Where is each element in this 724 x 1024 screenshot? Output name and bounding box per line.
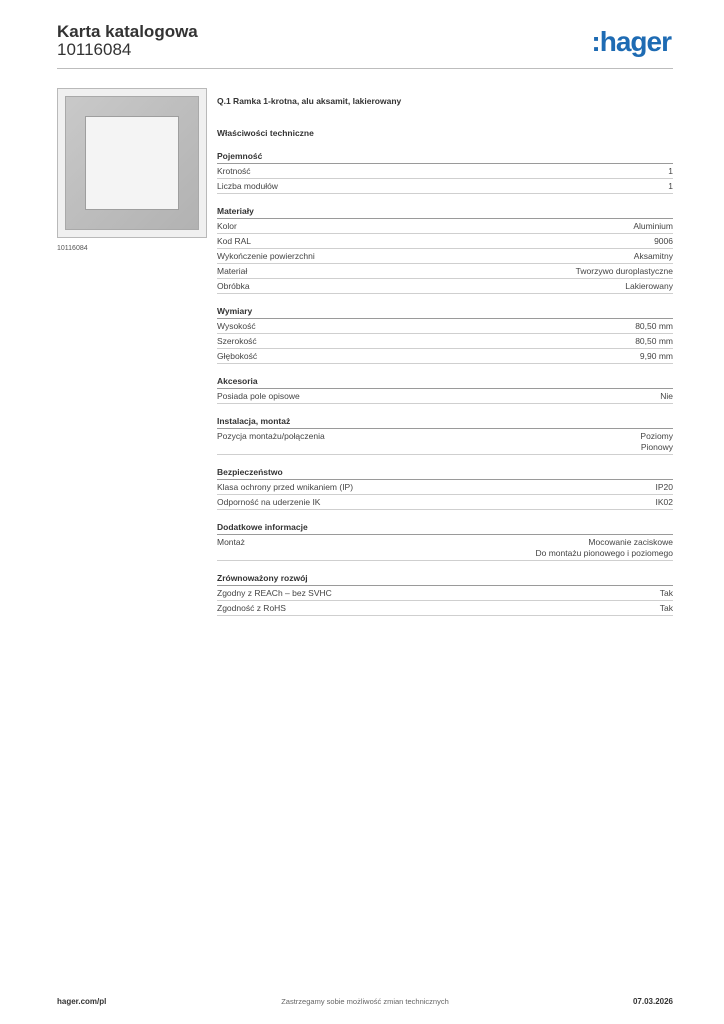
spec-value-line: 80,50 mm [635, 336, 673, 346]
spec-value-line: Lakierowany [625, 281, 673, 291]
spec-value [660, 391, 673, 402]
spec-value-line: IP20 [655, 482, 673, 492]
spec-label: Wykończenie powierzchni [217, 251, 315, 261]
spec-group [217, 520, 673, 561]
spec-value-line: Tak [659, 588, 673, 598]
spec-value-line: 9006 [654, 236, 673, 246]
section-title: Właściwości techniczne [217, 128, 314, 138]
spec-value-line: Mocowanie zaciskowe [588, 537, 673, 547]
footer-disclaimer: Zastrzegamy sobie możliwość zmian technicznych [281, 997, 449, 1006]
spec-label: Zgodny z REACh – bez SVHC [217, 588, 332, 598]
frame-opening-shape [85, 116, 179, 210]
spec-value-line: 1 [668, 166, 673, 176]
spec-group [217, 571, 673, 616]
spec-label: Obróbka [217, 281, 250, 291]
spec-group [217, 374, 673, 404]
spec-row [217, 535, 673, 561]
spec-group [217, 414, 673, 455]
spec-row [217, 279, 673, 294]
product-title: Q.1 Ramka 1-krotna, alu aksamit, lakierowany [217, 96, 402, 106]
product-image-caption: 10116084 [57, 245, 88, 252]
spec-value [656, 482, 674, 493]
spec-row [217, 219, 673, 234]
spec-value-line: Nie [660, 391, 673, 401]
spec-group-title: Bezpieczeństwo [217, 465, 673, 480]
document-number: 10116084 [57, 40, 132, 59]
spec-groups [217, 149, 673, 616]
footer-date: 07.03.2026 [632, 997, 673, 1006]
spec-group-title: Instalacja, montaż [217, 414, 673, 429]
spec-value [668, 181, 673, 192]
spec-row [217, 495, 673, 510]
spec-label: Wysokość [217, 321, 256, 331]
spec-row [217, 249, 673, 264]
spec-label: Klasa ochrony przed wnikaniem (IP) [217, 482, 354, 492]
spec-value [576, 266, 673, 277]
spec-value [640, 431, 673, 453]
spec-label: Materiał [217, 266, 248, 276]
spec-value [625, 281, 673, 292]
spec-row [217, 586, 673, 601]
spec-value-line: Tworzywo duroplastyczne [575, 266, 673, 276]
spec-value [535, 537, 673, 559]
spec-value-line: Do montażu pionowego i poziomego [535, 548, 673, 558]
spec-row [217, 334, 673, 349]
spec-label: Zgodność z RoHS [217, 603, 286, 613]
spec-value-line: Aluminium [633, 221, 673, 231]
spec-value-line: 80,50 mm [635, 321, 673, 331]
spec-value [635, 336, 673, 347]
spec-row [217, 264, 673, 279]
spec-label: Krotność [217, 166, 251, 176]
spec-value-line: 9,90 mm [639, 351, 673, 361]
spec-row [217, 389, 673, 404]
spec-value [668, 166, 673, 177]
spec-group-title: Wymiary [217, 304, 673, 319]
logo-colon-icon: : [591, 26, 600, 57]
spec-value-line: Poziomy [640, 431, 673, 441]
spec-value [660, 588, 673, 599]
spec-group [217, 149, 673, 194]
logo-text: hager [599, 26, 671, 57]
spec-group-title: Materiały [217, 204, 673, 219]
spec-row [217, 480, 673, 495]
spec-value [633, 221, 673, 232]
spec-label: Kolor [217, 221, 237, 231]
spec-row [217, 319, 673, 334]
spec-value-line: Aksamitny [633, 251, 673, 261]
frame-outer-shape [65, 96, 199, 230]
spec-row [217, 234, 673, 249]
document-title: Karta katalogowa [57, 22, 198, 41]
spec-value [654, 236, 673, 247]
spec-value [640, 351, 673, 362]
hager-logo [591, 28, 671, 56]
spec-row [217, 429, 673, 455]
spec-row [217, 179, 673, 194]
spec-label: Odporność na uderzenie IK [217, 497, 321, 507]
spec-group-title: Dodatkowe informacje [217, 520, 673, 535]
spec-value-line: IK02 [655, 497, 673, 507]
spec-value [634, 251, 673, 262]
spec-value-line: 1 [668, 181, 673, 191]
footer-website-link[interactable]: hager.com/pl [57, 997, 107, 1006]
document-header [57, 20, 673, 66]
spec-group-title: Zrównoważony rozwój [217, 571, 673, 586]
spec-label: Posiada pole opisowe [217, 391, 300, 401]
header-divider [57, 68, 673, 69]
spec-label: Kod RAL [217, 236, 252, 246]
spec-label: Montaż [217, 537, 245, 547]
spec-value-line: Pionowy [640, 442, 673, 452]
spec-row [217, 601, 673, 616]
spec-value-line: Tak [659, 603, 673, 613]
spec-content [217, 94, 673, 616]
spec-group-title: Pojemność [217, 149, 673, 164]
spec-value [635, 321, 673, 332]
spec-label: Liczba modułów [217, 181, 278, 191]
spec-label: Szerokość [217, 336, 257, 346]
spec-group [217, 204, 673, 294]
spec-value [660, 603, 673, 614]
spec-label: Pozycja montażu/połączenia [217, 431, 325, 441]
spec-group [217, 465, 673, 510]
spec-row [217, 349, 673, 364]
spec-label: Głębokość [217, 351, 258, 361]
spec-value [656, 497, 674, 508]
spec-row [217, 164, 673, 179]
spec-group-title: Akcesoria [217, 374, 673, 389]
spec-group [217, 304, 673, 364]
product-image [57, 88, 207, 238]
